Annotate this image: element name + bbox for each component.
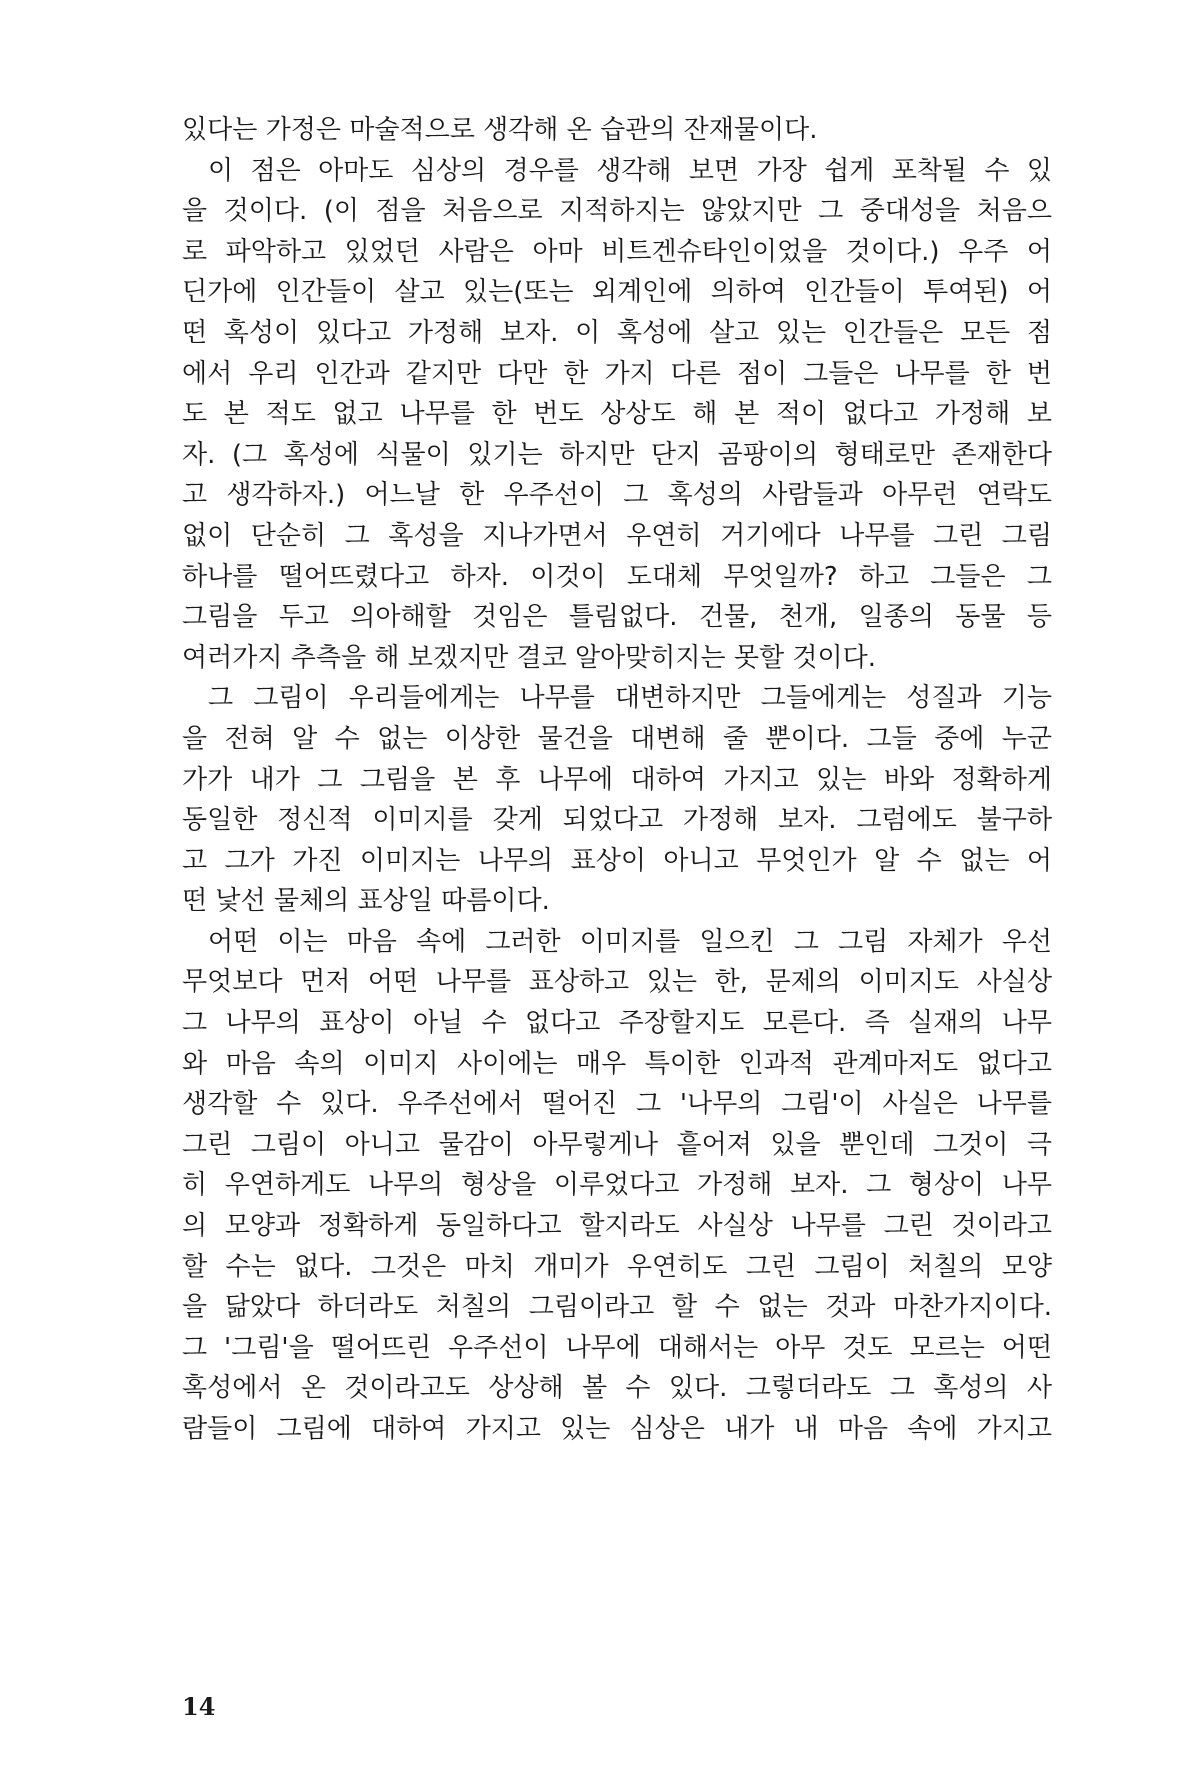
- text-line: 을 전혀 알 수 없는 이상한 물건을 대변해 줄 뿐이다. 그들 중에 누군: [182, 723, 1052, 754]
- text-line: 히 우연하게도 나무의 형상을 이루었다고 가정해 보자. 그 형상이 나무: [182, 1170, 1052, 1201]
- text-line: 그 나무의 표상이 아닐 수 없다고 주장할지도 모른다. 즉 실재의 나무: [182, 1008, 1052, 1039]
- text-line: 그 '그림'을 떨어뜨린 우주선이 나무에 대해서는 아무 것도 모르는 어떤: [182, 1332, 1052, 1363]
- text-line: 없이 단순히 그 혹성을 지나가면서 우연히 거기에다 나무를 그린 그림: [182, 520, 1052, 551]
- text-line: 그 그림이 우리들에게는 나무를 대변하지만 그들에게는 성질과 기능: [208, 683, 1052, 714]
- text-line: 도 본 적도 없고 나무를 한 번도 상상도 해 본 적이 없다고 가정해 보: [182, 399, 1052, 430]
- text-line: 의 모양과 정확하게 동일하다고 할지라도 사실상 나무를 그린 것이라고: [182, 1211, 1052, 1242]
- text-line: 그린 그림이 아니고 물감이 아무렇게나 흩어져 있을 뿐인데 그것이 극: [182, 1129, 1052, 1160]
- text-line: 생각할 수 있다. 우주선에서 떨어진 그 '나무의 그림'이 사실은 나무를: [182, 1089, 1052, 1120]
- text-line: 에서 우리 인간과 같지만 다만 한 가지 다른 점이 그들은 나무를 한 번: [182, 358, 1052, 389]
- text-line: 하나를 떨어뜨렸다고 하자. 이것이 도대체 무엇일까? 하고 그들은 그: [182, 561, 1052, 592]
- text-line: 로 파악하고 있었던 사람은 아마 비트겐슈타인이었을 것이다.) 우주 어: [182, 236, 1052, 267]
- text-line: 혹성에서 온 것이라고도 상상해 볼 수 있다. 그렇더라도 그 혹성의 사: [182, 1373, 1052, 1404]
- text-line: 을 것이다. (이 점을 처음으로 지적하지는 않았지만 그 중대성을 처음으: [182, 196, 1052, 227]
- text-line: 어떤 이는 마음 속에 그러한 이미지를 일으킨 그 그림 자체가 우선: [208, 926, 1052, 957]
- text-line: 고 그가 가진 이미지는 나무의 표상이 아니고 무엇인가 알 수 없는 어: [182, 845, 1052, 876]
- text-line: 그림을 두고 의아해할 것임은 틀림없다. 건물, 천개, 일종의 동물 등: [182, 602, 1052, 633]
- text-line: 와 마음 속의 이미지 사이에는 매우 특이한 인과적 관계마저도 없다고: [182, 1048, 1052, 1079]
- text-line: 떤 낯선 물체의 표상일 따름이다.: [182, 886, 550, 917]
- text-line: 동일한 정신적 이미지를 갖게 되었다고 가정해 보자. 그럼에도 불구하: [182, 805, 1052, 836]
- text-line: 고 생각하자.) 어느날 한 우주선이 그 혹성의 사람들과 아무런 연락도: [182, 480, 1052, 511]
- page-number: 14: [182, 1692, 216, 1721]
- text-line: 할 수는 없다. 그것은 마치 개미가 우연히도 그린 그림이 처칠의 모양: [182, 1251, 1052, 1282]
- text-line: 을 닮았다 하더라도 처칠의 그림이라고 할 수 없는 것과 마찬가지이다.: [182, 1292, 1052, 1323]
- body-text: [182, 110, 1052, 1450]
- text-line: 여러가지 추측을 해 보겠지만 결코 알아맞히지는 못할 것이다.: [182, 642, 877, 673]
- text-line: 떤 혹성이 있다고 가정해 보자. 이 혹성에 살고 있는 인간들은 모든 점: [182, 317, 1052, 348]
- text-line: 무엇보다 먼저 어떤 나무를 표상하고 있는 한, 문제의 이미지도 사실상: [182, 967, 1052, 998]
- text-line: 가가 내가 그 그림을 본 후 나무에 대하여 가지고 있는 바와 정확하게: [182, 764, 1052, 795]
- text-line: 딘가에 인간들이 살고 있는(또는 외계인에 의하여 인간들이 투여된) 어: [182, 277, 1052, 308]
- text-line: 람들이 그림에 대하여 가지고 있는 심상은 내가 내 마음 속에 가지고: [182, 1414, 1052, 1444]
- text-line: 자. (그 혹성에 식물이 있기는 하지만 단지 곰팡이의 형태로만 존재한다: [182, 439, 1052, 470]
- text-line: 있다는 가정은 마술적으로 생각해 온 습관의 잔재물이다.: [182, 115, 818, 145]
- text-line: 이 점은 아마도 심상의 경우를 생각해 보면 가장 쉽게 포착될 수 있: [208, 155, 1052, 186]
